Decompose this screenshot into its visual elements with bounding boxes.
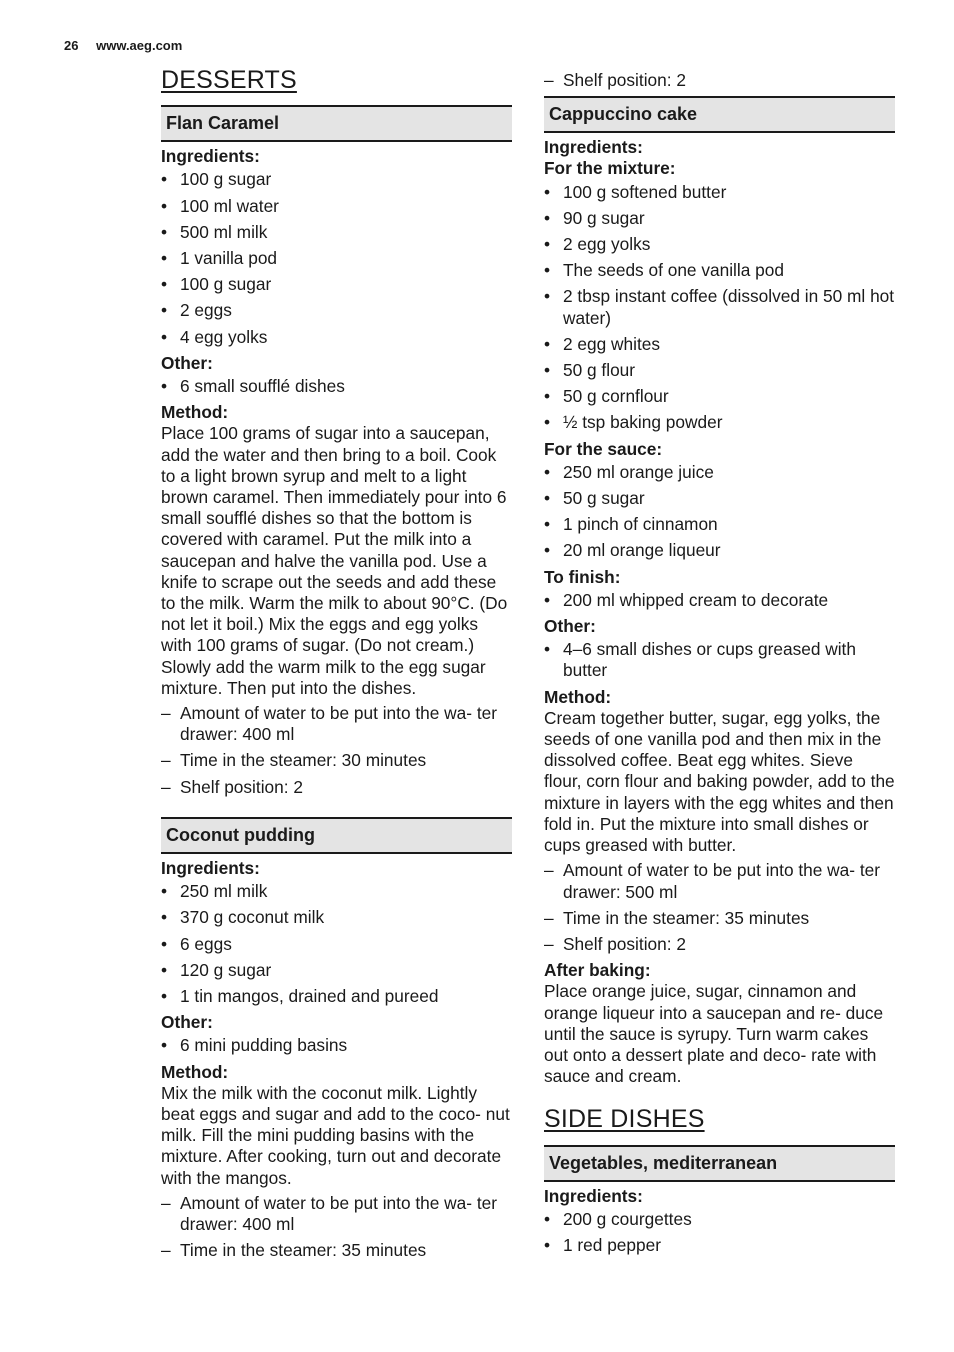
list-item: – Shelf position: 2: [544, 934, 895, 955]
list-item: – Time in the steamer: 35 minutes: [544, 908, 895, 929]
cappuccino-mixture-label: For the mixture:: [544, 158, 676, 179]
list-item: • 1 tin mangos, drained and pureed: [161, 986, 512, 1007]
coconut-method-label: Method:: [161, 1061, 229, 1082]
cappuccino-method-label: Method:: [544, 686, 612, 707]
list-item: • 2 tbsp instant coffee (dissolved in 50 ml hot water): [544, 286, 895, 328]
list-item: • The seeds of one vanilla pod: [544, 260, 895, 281]
cappuccino-settings-list: [544, 860, 895, 955]
list-item: • 4 egg yolks: [161, 327, 512, 348]
flan-method-label: Method:: [161, 402, 229, 423]
coconut-ingredients-label: Ingredients:: [161, 857, 260, 878]
list-item: • 6 mini pudding basins: [161, 1035, 512, 1056]
list-item: • 2 egg yolks: [544, 234, 895, 255]
list-item: • 100 g sugar: [161, 169, 512, 190]
list-item: • 1 red pepper: [544, 1235, 895, 1256]
cappuccino-sauce-list: [544, 462, 895, 562]
coconut-other-label: Other:: [161, 1012, 213, 1033]
coconut-settings-list: [161, 1193, 512, 1262]
coconut-other-list: [161, 1035, 512, 1056]
coconut-ingredients-list: [161, 881, 512, 1007]
list-item: • 6 small soufflé dishes: [161, 376, 512, 397]
vegetables-title: Vegetables, mediterranean: [544, 1145, 895, 1182]
list-item: • 6 eggs: [161, 934, 512, 955]
cappuccino-after-label: After baking:: [544, 960, 651, 981]
list-item: • 20 ml orange liqueur: [544, 540, 895, 561]
list-item: – Time in the steamer: 30 minutes: [161, 750, 512, 771]
vegetables-ingredients-list: [544, 1209, 895, 1256]
list-item: – Time in the steamer: 35 minutes: [161, 1240, 512, 1261]
list-item: • 250 ml orange juice: [544, 462, 895, 483]
flan-other-label: Other:: [161, 352, 213, 373]
coconut-title: Coconut pudding: [161, 817, 512, 854]
coconut-settings-continued: [544, 70, 895, 91]
cappuccino-finish-list: [544, 590, 895, 611]
list-item: • 4–6 small dishes or cups greased with butter: [544, 639, 895, 681]
cappuccino-method-text: Cream together butter, sugar, egg yolks, the seeds of one vanilla pod and then mix in the dissolved coffee. Beat egg whites. Sieve flour, corn flour and baking powder, add to the mixture in layers with the egg whites and then fold in. Put the mixture into small dishes or cups greased with butter.: [544, 707, 895, 856]
vegetables-ingredients-label: Ingredients:: [544, 1185, 643, 1206]
list-item: – Amount of water to be put into the wa- ter drawer: 500 ml: [544, 860, 895, 902]
list-item: • 100 g softened butter: [544, 182, 895, 203]
flan-title: Flan Caramel: [161, 105, 512, 142]
flan-other-list: [161, 376, 512, 397]
side-dishes-heading: SIDE DISHES: [544, 1105, 705, 1134]
cappuccino-ingredients-label: Ingredients:: [544, 137, 643, 158]
list-item: – Shelf position: 2: [161, 777, 512, 798]
list-item: – Shelf position: 2: [544, 70, 895, 91]
list-item: • 100 ml water: [161, 196, 512, 217]
cappuccino-after-text: Place orange juice, sugar, cinnamon and orange liqueur into a saucepan and re- duce until the sauce is syrupy. Turn warm cakes out onto a dessert plate and deco- rate with sauce and cream.: [544, 981, 884, 1087]
coconut-method-text: Mix the milk with the coconut milk. Lightly beat eggs and sugar and add to the coco- nut milk. Fill the mini pudding basins with the mixture. After cooking, turn out and decorate with the mangos.: [161, 1082, 510, 1188]
cappuccino-other-list: [544, 639, 895, 681]
right-column: [544, 70, 895, 1261]
list-item: • 200 g courgettes: [544, 1209, 895, 1230]
flan-settings-list: [161, 703, 512, 798]
list-item: – Amount of water to be put into the wa- ter drawer: 400 ml: [161, 703, 512, 745]
left-column: [161, 66, 512, 1266]
flan-method-text: Place 100 grams of sugar into a saucepan, add the water and then bring to a boil. Cook to a light brown syrup and melt to a light brown caramel. Then immediately pour into 6 small soufflé dishes so that the bottom is covered with caramel. Put the milk into a saucepan and halve the vanilla pod. Use a knife to scrape out the seeds and add these to the milk. Warm the milk to about 90°C. (Do not let it boil.) Mix the eggs and egg yolks with 100 grams of sugar. (Do not cream.) Slowly add the warm milk to the egg sugar mixture. Then put into the dishes.: [161, 423, 508, 698]
list-item: – Amount of water to be put into the wa- ter drawer: 400 ml: [161, 1193, 512, 1235]
list-item: • ½ tsp baking powder: [544, 412, 895, 433]
cappuccino-other-label: Other:: [544, 616, 596, 637]
list-item: • 200 ml whipped cream to decorate: [544, 590, 895, 611]
cappuccino-title: Cappuccino cake: [544, 96, 895, 133]
list-item: • 1 pinch of cinnamon: [544, 514, 895, 535]
list-item: • 2 egg whites: [544, 334, 895, 355]
list-item: • 2 eggs: [161, 300, 512, 321]
list-item: • 90 g sugar: [544, 208, 895, 229]
flan-ingredients-label: Ingredients:: [161, 146, 260, 167]
flan-ingredients-list: [161, 169, 512, 347]
list-item: • 250 ml milk: [161, 881, 512, 902]
list-item: • 50 g sugar: [544, 488, 895, 509]
cappuccino-finish-label: To finish:: [544, 566, 621, 587]
cappuccino-sauce-label: For the sauce:: [544, 438, 663, 459]
list-item: • 500 ml milk: [161, 222, 512, 243]
list-item: • 50 g cornflour: [544, 386, 895, 407]
cappuccino-mixture-list: [544, 182, 895, 434]
list-item: • 100 g sugar: [161, 274, 512, 295]
list-item: • 1 vanilla pod: [161, 248, 512, 269]
page-header: [64, 38, 182, 53]
list-item: • 370 g coconut milk: [161, 907, 512, 928]
page-number: 26: [64, 38, 79, 53]
site-url[interactable]: www.aeg.com: [96, 38, 183, 53]
list-item: • 120 g sugar: [161, 960, 512, 981]
list-item: • 50 g flour: [544, 360, 895, 381]
desserts-heading: DESSERTS: [161, 66, 297, 94]
